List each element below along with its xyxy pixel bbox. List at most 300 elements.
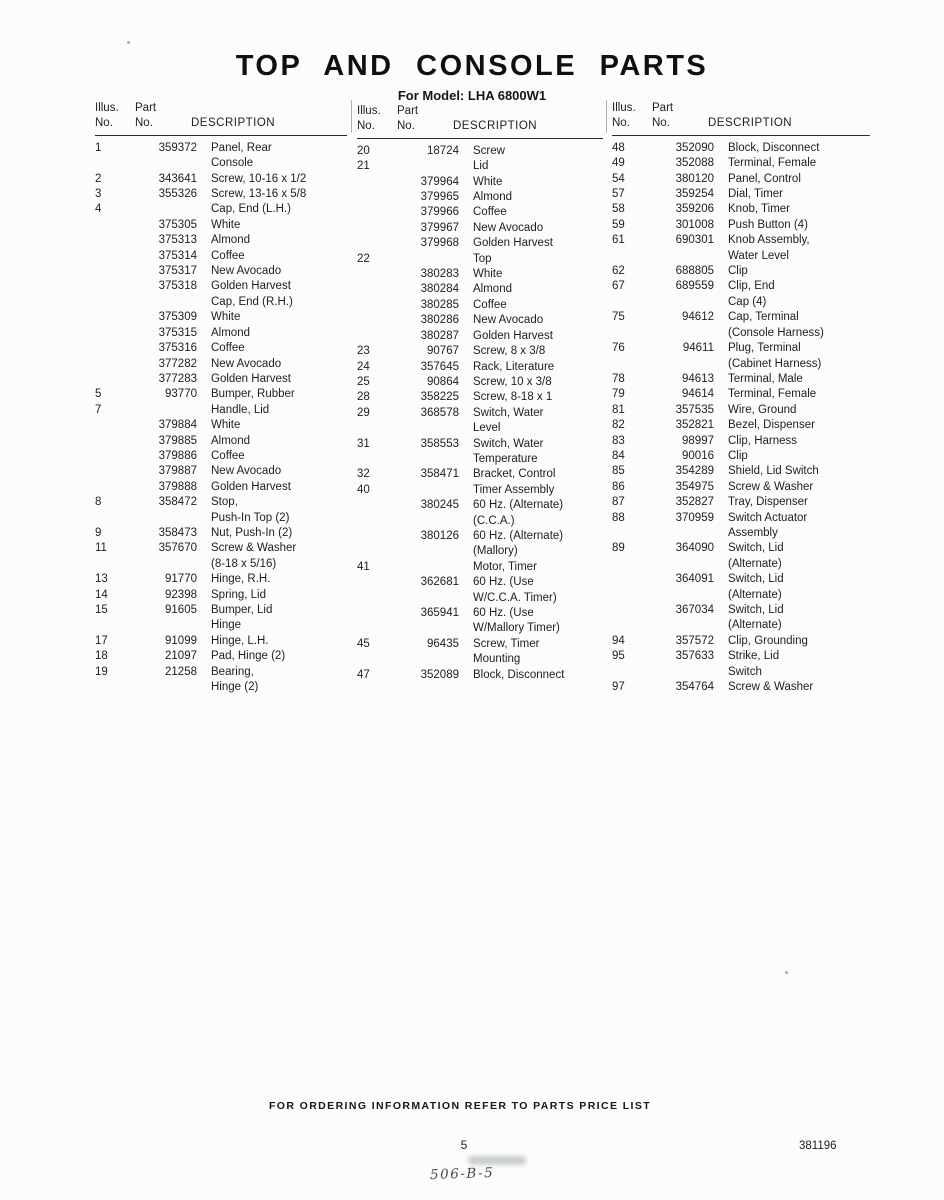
- illus-no: 78: [612, 372, 625, 385]
- part-description: Coffee: [211, 342, 245, 355]
- part-no: 362681: [420, 576, 459, 589]
- part-no: 18724: [427, 144, 459, 157]
- illus-no: 21: [357, 160, 370, 173]
- part-description: Spring, Lid: [211, 588, 266, 601]
- part-no: 357633: [675, 650, 714, 663]
- page-title: TOP AND CONSOLE PARTS: [235, 50, 709, 82]
- illus-no: 1: [95, 141, 102, 154]
- table-row: [612, 357, 870, 372]
- table-row: [357, 205, 603, 220]
- part-no: [652, 357, 714, 372]
- header-line-2: [357, 119, 603, 134]
- table-row: [612, 511, 870, 526]
- part-no: [135, 156, 197, 171]
- table-row: [357, 483, 603, 498]
- illus-no: [95, 357, 121, 372]
- part-no: [652, 618, 714, 633]
- table-row: [612, 434, 870, 449]
- part-no: 375309: [158, 311, 197, 324]
- part-description: Push-In Top (2): [211, 511, 290, 524]
- header-line-2: [95, 116, 347, 131]
- part-no: 380284: [420, 283, 459, 296]
- part-no: 375314: [158, 249, 197, 262]
- table-row: [95, 295, 347, 310]
- part-description: Golden Harvest: [473, 237, 553, 250]
- part-no: 379964: [420, 175, 459, 188]
- column-header: [612, 101, 870, 136]
- illus-header: Illus.: [612, 102, 636, 114]
- table-row: [95, 572, 347, 587]
- part-description: 60 Hz. (Alternate): [473, 499, 564, 512]
- illus-no: [357, 282, 383, 297]
- part-description: New Avocado: [473, 221, 544, 234]
- part-description: Timer Assembly: [473, 483, 555, 496]
- parts-column-1: [95, 101, 347, 695]
- table-row: [612, 218, 870, 233]
- part-no: 689559: [675, 280, 714, 293]
- table-row: [612, 233, 870, 248]
- illus-no: 11: [95, 542, 107, 555]
- part-description: Coffee: [473, 206, 507, 219]
- illus-no: 79: [612, 388, 625, 401]
- part-description: Switch, Water: [473, 406, 544, 419]
- part-description: Almond: [211, 326, 250, 339]
- part-no: 690301: [675, 234, 714, 247]
- part-description: W/C.C.A. Timer): [473, 591, 557, 604]
- illus-no: [612, 588, 638, 603]
- table-row: [612, 680, 870, 695]
- table-row: [95, 526, 347, 541]
- illus-no: [612, 557, 638, 572]
- table-row: [357, 159, 603, 174]
- table-row: [357, 637, 603, 652]
- part-description: Golden Harvest: [473, 329, 553, 342]
- table-row: [612, 665, 870, 680]
- table-row: [612, 618, 870, 633]
- part-description: Almond: [211, 434, 250, 447]
- table-row: [612, 326, 870, 341]
- handwritten-mark: 506-B-5: [429, 1164, 495, 1184]
- table-row: [357, 575, 603, 590]
- table-row: [95, 310, 347, 325]
- illus-no: 24: [357, 360, 370, 373]
- part-description: Stop,: [211, 496, 238, 509]
- table-row: [95, 588, 347, 603]
- illus-no: [357, 652, 383, 667]
- illus-no: 5: [95, 388, 102, 401]
- table-row: [95, 434, 347, 449]
- parts-rows: [612, 141, 870, 696]
- part-no: [397, 452, 459, 467]
- table-row: [612, 403, 870, 418]
- part-description: Clip, Harness: [728, 434, 798, 447]
- part-no: 90864: [427, 375, 459, 388]
- part-description: Water Level: [728, 249, 789, 262]
- table-row: [95, 649, 347, 664]
- table-row: [95, 249, 347, 264]
- table-row: [95, 480, 347, 495]
- part-no: [652, 557, 714, 572]
- part-description: Coffee: [211, 249, 245, 262]
- table-row: [357, 560, 603, 575]
- part-description: Terminal, Female: [728, 388, 817, 401]
- illus-no: 7: [95, 403, 102, 416]
- table-row: [612, 264, 870, 279]
- doc-number: 381196: [799, 1140, 837, 1152]
- illus-no: [357, 190, 383, 205]
- table-row: [95, 665, 347, 680]
- illus-no: 95: [612, 650, 625, 663]
- table-row: [357, 344, 603, 359]
- table-row: [612, 526, 870, 541]
- illus-no: 45: [357, 637, 370, 650]
- part-description: Tray, Dispenser: [728, 496, 808, 509]
- illus-no: [95, 295, 121, 310]
- illus-no: 84: [612, 449, 625, 462]
- part-no: 379966: [420, 206, 459, 219]
- column-header: [357, 104, 603, 139]
- illus-no: [95, 418, 121, 433]
- part-description: Almond: [473, 283, 512, 296]
- illus-no-header: No.: [95, 117, 113, 130]
- part-no: [135, 511, 197, 526]
- part-no: 379965: [420, 191, 459, 204]
- table-row: [612, 480, 870, 495]
- table-row: [357, 282, 603, 297]
- part-no: [397, 514, 459, 529]
- illus-no: 9: [95, 526, 102, 539]
- table-row: [357, 467, 603, 482]
- table-row: [357, 498, 603, 513]
- table-row: [357, 375, 603, 390]
- table-row: [612, 141, 870, 156]
- table-row: [95, 387, 347, 402]
- table-row: [357, 668, 603, 683]
- illus-no: [357, 236, 383, 251]
- table-row: [357, 544, 603, 559]
- part-description: Screw & Washer: [728, 480, 814, 493]
- part-description: White: [473, 268, 503, 281]
- part-description: Cap (4): [728, 295, 767, 308]
- part-description: (Alternate): [728, 619, 782, 632]
- scan-artifact-dot: [127, 41, 130, 44]
- part-no: 91099: [165, 634, 197, 647]
- table-row: [612, 634, 870, 649]
- table-row: [357, 236, 603, 251]
- part-description: Clip: [728, 449, 748, 462]
- part-no: 354975: [675, 480, 714, 493]
- part-no: 364091: [675, 573, 714, 586]
- page-number: 5: [460, 1138, 468, 1152]
- table-row: [95, 202, 347, 217]
- part-description: Pad, Hinge (2): [211, 650, 286, 663]
- illus-no: 15: [95, 604, 108, 616]
- part-description: Switch Actuator: [728, 511, 808, 524]
- part-description: Bumper, Lid: [211, 604, 273, 616]
- table-row: [612, 372, 870, 387]
- table-row: [95, 449, 347, 464]
- part-description: Hinge (2): [211, 681, 259, 694]
- part-no: [397, 591, 459, 606]
- part-no: 379886: [158, 449, 197, 462]
- part-description: Golden Harvest: [211, 480, 291, 493]
- part-no: [135, 680, 197, 695]
- part-no: [135, 202, 197, 217]
- part-description: Mounting: [473, 653, 521, 666]
- illus-no: [95, 464, 121, 479]
- table-row: [95, 403, 347, 418]
- illus-no: 97: [612, 681, 625, 694]
- table-row: [95, 495, 347, 510]
- illus-no: 25: [357, 375, 370, 388]
- table-row: [357, 175, 603, 190]
- illus-no: 88: [612, 511, 625, 524]
- table-row: [95, 634, 347, 649]
- part-description: Block, Disconnect: [728, 141, 820, 154]
- part-no: 379885: [158, 434, 197, 447]
- part-no: 359206: [675, 203, 714, 216]
- table-row: [357, 606, 603, 621]
- illus-no: 20: [357, 144, 370, 157]
- scan-smudge: [468, 1156, 526, 1165]
- part-no: 357572: [675, 634, 714, 647]
- part-no: 375313: [158, 234, 197, 247]
- illus-no: 54: [612, 172, 625, 185]
- part-no: 375315: [158, 326, 197, 339]
- part-description: Cap, End (L.H.): [211, 203, 291, 216]
- part-description: Terminal, Female: [728, 157, 817, 170]
- ordering-note: FOR ORDERING INFORMATION REFER TO PARTS PRICE LIST: [268, 1100, 652, 1112]
- part-description: Screw, 10-16 x 1/2: [211, 172, 307, 185]
- illus-no: [95, 233, 121, 248]
- part-description: Shield, Lid Switch: [728, 465, 819, 478]
- part-no: 377283: [158, 372, 197, 385]
- table-row: [357, 329, 603, 344]
- table-row: [612, 279, 870, 294]
- illus-no: 47: [357, 668, 370, 681]
- illus-no: [95, 249, 121, 264]
- part-description: Clip, Grounding: [728, 634, 808, 647]
- part-no: 379887: [158, 465, 197, 478]
- table-row: [612, 172, 870, 187]
- part-no: 364090: [675, 542, 714, 555]
- table-row: [357, 221, 603, 236]
- illus-no: [357, 529, 383, 544]
- illus-no: [357, 452, 383, 467]
- part-no: 94611: [682, 342, 714, 355]
- column-separator: [606, 100, 607, 133]
- part-description: Handle, Lid: [211, 403, 270, 416]
- table-row: [95, 557, 347, 572]
- illus-no: [612, 326, 638, 341]
- table-row: [95, 511, 347, 526]
- illus-no: [95, 341, 121, 356]
- illus-no: [612, 572, 638, 587]
- part-no: 379884: [158, 419, 197, 432]
- illus-no: [357, 575, 383, 590]
- table-row: [612, 603, 870, 618]
- illus-no: [95, 511, 121, 526]
- table-row: [95, 172, 347, 187]
- table-row: [612, 557, 870, 572]
- part-no: 357645: [420, 360, 459, 373]
- part-no-header: No.: [652, 117, 670, 130]
- table-row: [612, 572, 870, 587]
- part-description: Almond: [473, 191, 512, 204]
- illus-no: 32: [357, 468, 370, 481]
- part-no: 380120: [675, 172, 714, 185]
- part-no: 380286: [420, 314, 459, 327]
- illus-no: 82: [612, 419, 625, 432]
- illus-no: [95, 618, 121, 633]
- part-description: Nut, Push-In (2): [211, 526, 293, 539]
- part-no: 379968: [420, 237, 459, 250]
- table-row: [95, 233, 347, 248]
- part-header: Part: [135, 102, 157, 114]
- table-row: [95, 156, 347, 171]
- part-no: [397, 421, 459, 436]
- illus-no: 87: [612, 496, 625, 509]
- header-line-1: [612, 101, 870, 116]
- part-description: Screw & Washer: [211, 542, 297, 555]
- part-no: 21258: [165, 665, 197, 678]
- part-no: [652, 665, 714, 680]
- part-description: Screw, Timer: [473, 637, 540, 650]
- illus-no: 3: [95, 188, 102, 201]
- table-row: [95, 218, 347, 233]
- part-no: [397, 252, 459, 267]
- illus-no: 58: [612, 203, 625, 216]
- part-no: [652, 526, 714, 541]
- part-no: 357535: [675, 403, 714, 416]
- table-row: [357, 252, 603, 267]
- part-description: Strike, Lid: [728, 650, 780, 663]
- table-row: [612, 541, 870, 556]
- table-row: [612, 588, 870, 603]
- illus-no: [357, 591, 383, 606]
- part-description: White: [211, 419, 241, 432]
- table-row: [612, 202, 870, 217]
- part-description: Switch: [728, 665, 762, 678]
- part-no: [652, 249, 714, 264]
- part-no: 375318: [158, 280, 197, 293]
- illus-no: 4: [95, 203, 102, 216]
- part-description: Hinge: [211, 619, 242, 632]
- part-description: Lid: [473, 160, 489, 173]
- part-description: Push Button (4): [728, 218, 808, 231]
- part-no: 359372: [158, 141, 197, 154]
- illus-no: 81: [612, 403, 625, 416]
- part-no: 90016: [682, 449, 714, 462]
- part-description: (8-18 x 5/16): [211, 557, 277, 570]
- illus-no: 31: [357, 437, 370, 450]
- part-no: [135, 557, 197, 572]
- part-description: Screw, 8-18 x 1: [473, 391, 553, 404]
- illus-no: [612, 357, 638, 372]
- table-row: [612, 418, 870, 433]
- part-no-header: No.: [135, 117, 153, 130]
- part-no: 352090: [675, 141, 714, 154]
- part-description: Top: [473, 252, 492, 265]
- illus-no: [612, 665, 638, 680]
- table-row: [357, 190, 603, 205]
- illus-no: 13: [95, 573, 108, 586]
- illus-no: 89: [612, 542, 625, 555]
- part-description: (Console Harness): [728, 326, 824, 339]
- part-description: (C.C.A.): [473, 514, 515, 527]
- part-description: Switch, Lid: [728, 604, 784, 616]
- part-description: Screw, 13-16 x 5/8: [211, 188, 307, 201]
- part-no: 380285: [420, 298, 459, 311]
- part-no: 96435: [427, 637, 459, 650]
- part-no: 94612: [682, 311, 714, 324]
- part-description: (Cabinet Harness): [728, 357, 822, 370]
- part-description: Bracket, Control: [473, 468, 556, 481]
- part-no: 355326: [158, 188, 197, 201]
- part-no: 94613: [682, 372, 714, 385]
- illus-no: 61: [612, 234, 625, 247]
- part-no: 370959: [675, 511, 714, 524]
- part-no: 380245: [420, 499, 459, 512]
- illus-no: [357, 544, 383, 559]
- part-no: 91770: [165, 573, 197, 586]
- illus-no: 17: [95, 634, 108, 647]
- part-description: Motor, Timer: [473, 560, 537, 573]
- table-row: [95, 372, 347, 387]
- part-description: Switch, Lid: [728, 542, 784, 555]
- part-no: 359254: [675, 188, 714, 201]
- part-no: 357670: [158, 542, 197, 555]
- part-no: [397, 621, 459, 636]
- header-line-2: [612, 116, 870, 131]
- table-row: [612, 156, 870, 171]
- illus-no: [95, 279, 121, 294]
- part-no: 377282: [158, 357, 197, 370]
- table-row: [357, 437, 603, 452]
- part-no: 380126: [420, 529, 459, 542]
- part-description: (Mallory): [473, 545, 518, 558]
- part-no: 380283: [420, 268, 459, 281]
- part-no: [397, 159, 459, 174]
- table-row: [357, 267, 603, 282]
- illus-no: [357, 205, 383, 220]
- table-row: [95, 326, 347, 341]
- table-row: [612, 310, 870, 325]
- part-no: 379967: [420, 221, 459, 234]
- illus-no: [357, 175, 383, 190]
- part-description: Switch, Water: [473, 437, 544, 450]
- table-row: [357, 360, 603, 375]
- table-row: [95, 187, 347, 202]
- header-line-1: [357, 104, 603, 119]
- part-description: Panel, Control: [728, 172, 801, 185]
- illus-no: [95, 434, 121, 449]
- part-no: 352821: [675, 419, 714, 432]
- description-header: DESCRIPTION: [191, 117, 276, 130]
- illus-no: [95, 310, 121, 325]
- part-no: 92398: [165, 588, 197, 601]
- header-spacer: [473, 104, 603, 119]
- part-no: 90767: [427, 345, 459, 358]
- part-no: 21097: [165, 650, 197, 663]
- part-no: 358472: [158, 496, 197, 509]
- table-row: [612, 495, 870, 510]
- part-description: Block, Disconnect: [473, 668, 565, 681]
- part-description: Bearing,: [211, 665, 254, 678]
- table-row: [95, 264, 347, 279]
- part-no: [397, 560, 459, 575]
- illus-no: 40: [357, 483, 370, 496]
